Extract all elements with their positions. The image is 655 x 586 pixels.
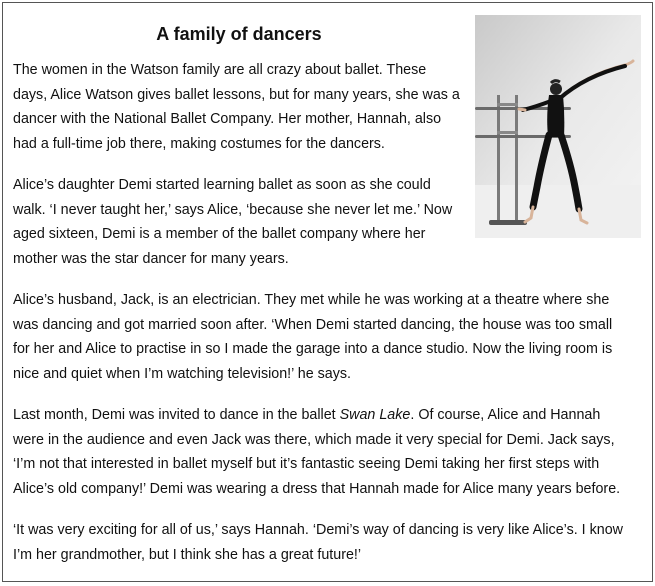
paragraph-line: days, Alice Watson gives ballet lessons, but for many years, she was a	[13, 86, 460, 103]
paragraph-line: walk. ‘I never taught her,’ says Alice, ‘because she never let me.’ Now	[13, 201, 453, 218]
ballet-title-italic: Swan Lake	[339, 407, 411, 423]
paragraph-line: for her and Alice to practise in so I made the garage into a dance studio. Now the living room is	[13, 341, 613, 358]
paragraph-line: ‘I’m not that interested in ballet myself but it’s fantastic seeing Demi taking her first steps with	[13, 456, 600, 473]
paragraph-line: nice and quiet when I’m watching television!’ he says.	[13, 365, 352, 382]
paragraph-2	[13, 173, 468, 271]
article-title: A family of dancers	[156, 24, 322, 44]
paragraph-1	[13, 58, 468, 156]
paragraph-line: dancer with the National Ballet Company. Her mother, Hannah, also	[13, 111, 442, 128]
paragraph-line: ‘It was very exciting for all of us,’ says Hannah. ‘Demi’s way of dancing is very like Alice’s. I know	[13, 522, 623, 538]
paragraph-line: mother was the star dancer for many years.	[13, 250, 289, 267]
paragraph-line: Alice’s daughter Demi started learning ballet as soon as she could	[13, 177, 431, 193]
paragraph-3	[13, 288, 645, 386]
text-run: Last month, Demi was invited to dance in the ballet	[13, 407, 340, 423]
paragraph-4	[13, 403, 645, 501]
paragraph-line	[13, 403, 645, 428]
paragraph-line: was dancing and got married soon after. ‘When Demi started dancing, the house was too small	[13, 316, 613, 333]
paragraph-line: The women in the Watson family are all crazy about ballet. These	[13, 62, 427, 78]
paragraph-line: aged sixteen, Demi is a member of the ballet company where her	[13, 226, 426, 243]
text-run: . Of course, Alice and Hannah	[410, 407, 601, 423]
paragraph-line: Alice’s old company!’ Demi was wearing a dress that Hannah made for Alice many years before.	[13, 480, 621, 497]
paragraph-line: Alice’s husband, Jack, is an electrician. They met while he was working at a theatre where she	[13, 292, 610, 308]
paragraph-line: were in the audience and even Jack was there, which made it very special for Demi. Jack says,	[13, 431, 615, 448]
paragraph-5	[13, 518, 645, 567]
paragraph-line: I’m her grandmother, but I think she has a great future!’	[13, 546, 362, 563]
paragraph-line: had a full-time job there, making costumes for the dancers.	[13, 135, 385, 152]
document-page	[2, 2, 653, 582]
ballet-dancer-photo	[475, 15, 641, 238]
